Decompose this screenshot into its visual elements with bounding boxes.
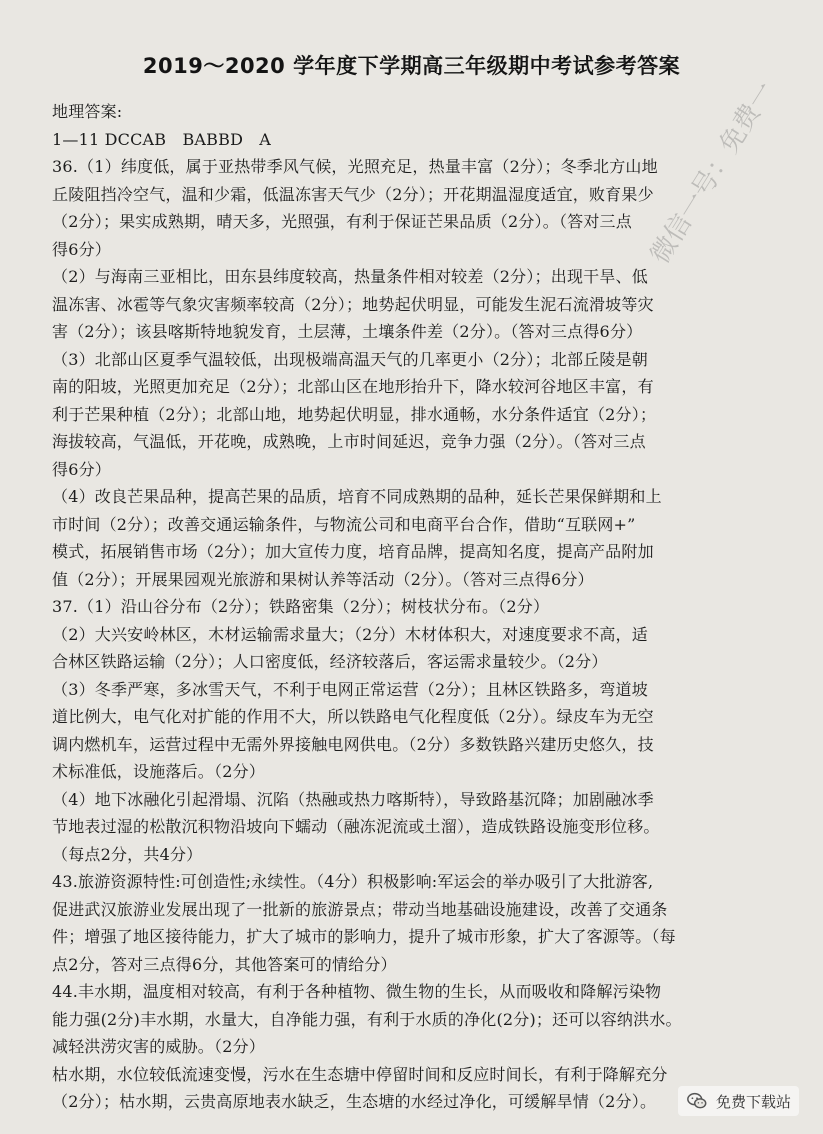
- text-line: 合林区铁路运输（2分）；人口密度低，经济较落后，客运需求量较少。（2分）: [52, 652, 608, 671]
- text-line: 促进武汉旅游业发展出现了一批新的旅游景点；带动当地基础设施建设，改善了交通条: [52, 899, 668, 919]
- text-line: （每点2分，共4分）: [52, 844, 203, 864]
- text-line: 市时间（2分）；改善交通运输条件，与物流公司和电商平台合作，借助“互联网+”: [52, 514, 636, 534]
- side-watermark: 微信一号：免费一: [645, 76, 781, 270]
- text-line: （2）与海南三亚相比，田东县纬度较高，热量条件相对较差（2分）；出现干旱、低: [52, 267, 648, 286]
- text-line: 能力强(2分)丰水期，水量大，自净能力强，有利于水质的净化(2分)；还可以容纳洪水。: [52, 1009, 682, 1029]
- text-line: 37.（1）沿山谷分布（2分）；铁路密集（2分）；树枝状分布。（2分）: [52, 597, 550, 616]
- page-title: 2019～2020 学年度下学期高三年级期中考试参考答案: [142, 54, 681, 78]
- text-line: 地理答案:: [52, 102, 123, 121]
- text-line: （3）冬季严寒，多冰雪天气，不利于电网正常运营（2分）；且林区铁路多，弯道坡: [52, 679, 648, 699]
- text-line: 调内燃机车，运营过程中无需外界接触电网供电。（2分）多数铁路兴建历史悠久，技: [52, 734, 654, 754]
- text-line: （4）改良芒果品种，提高芒果的品质，培育不同成熟期的品种，延长芒果保鲜期和上: [52, 487, 662, 506]
- text-line: 得6分）: [52, 459, 111, 479]
- text-line: 利于芒果种植（2分）；北部山地，地势起伏明显，排水通畅，水分条件适宜（2分）；: [52, 404, 657, 424]
- text-line: 36.（1）纬度低，属于亚热带季风气候，光照充足，热量丰富（2分）；冬季北方山地: [52, 157, 658, 176]
- text-line: （3）北部山区夏季气温较低，出现极端高温天气的几率更小（2分）；北部丘陵是朝: [52, 349, 648, 369]
- text-line: （2）大兴安岭林区，木材运输需求量大；（2分）木材体积大，对速度要求不高，适: [52, 624, 648, 644]
- text-line: 点2分，答对三点得6分，其他答案可的情给分）: [52, 954, 397, 974]
- text-line: 害（2分）；该县喀斯特地貌发育，土层薄，土壤条件差（2分）。（答对三点得6分）: [52, 322, 643, 341]
- text-line: 海拔较高，气温低，开花晚，成熟晚，上市时间延迟，竞争力强（2分）。（答对三点: [52, 432, 646, 451]
- text-line: 枯水期，水位较低流速变慢，污水在生态塘中停留时间和反应时间长，有利于降解充分: [52, 1064, 668, 1084]
- text-line: 温冻害、冰雹等气象灾害频率较高（2分）；地势起伏明显，可能发生泥石流滑坡等灾: [52, 294, 654, 314]
- text-line: 丘陵阻挡冷空气，温和少霜，低温冻害天气少（2分）；开花期温湿度适宜，败育果少: [52, 184, 654, 204]
- text-line: 1—11 DCCAB BABBD A: [52, 129, 272, 149]
- text-line: 道比例大，电气化对扩能的作用不大，所以铁路电气化程度低（2分）。绿皮车为无空: [52, 707, 654, 726]
- wechat-icon: [686, 1090, 708, 1112]
- text-line: 减轻洪涝灾害的威胁。（2分）: [52, 1037, 265, 1056]
- text-line: 值（2分）；开展果园观光旅游和果树认养等活动（2分）。（答对三点得6分）: [52, 569, 594, 589]
- text-line: 件；增强了地区接待能力，扩大了城市的影响力，提升了城市形象，扩大了客源等。（每: [52, 927, 676, 946]
- text-line: （2分）；果实成熟期，晴天多，光照强，有利于保证芒果品质（2分）。（答对三点: [52, 212, 632, 231]
- text-line: 得6分）: [52, 239, 111, 259]
- text-line: 南的阳坡，光照更加充足（2分）；北部山区在地形抬升下，降水较河谷地区丰富，有: [52, 377, 654, 396]
- bottom-watermark-text: 免费下载站: [715, 1092, 791, 1111]
- text-line: 模式，拓展销售市场（2分）；加大宣传力度，培育品牌，提高知名度，提高产品附加: [52, 542, 654, 561]
- text-line: 节地表过湿的松散沉积物沿坡向下蠕动（融冻泥流或土溜），造成铁路设施变形位移。: [52, 817, 660, 836]
- bottom-watermark: [678, 1086, 799, 1116]
- text-line: （2分）；枯水期，云贵高原地表水缺乏，生态塘的水经过净化，可缓解旱情（2分）。: [52, 1092, 657, 1111]
- text-line: 44.丰水期，温度相对较高，有利于各种植物、微生物的生长，从而吸收和降解污染物: [52, 982, 662, 1001]
- text-line: 43.旅游资源特性:可创造性;永续性。（4分）积极影响:军运会的举办吸引了大批游客,: [52, 872, 654, 891]
- text-line: 术标准低，设施落后。（2分）: [52, 762, 265, 781]
- text-line: （4）地下冰融化引起滑塌、沉陷（热融或热力喀斯特），导致路基沉降；加剧融冰季: [52, 789, 654, 809]
